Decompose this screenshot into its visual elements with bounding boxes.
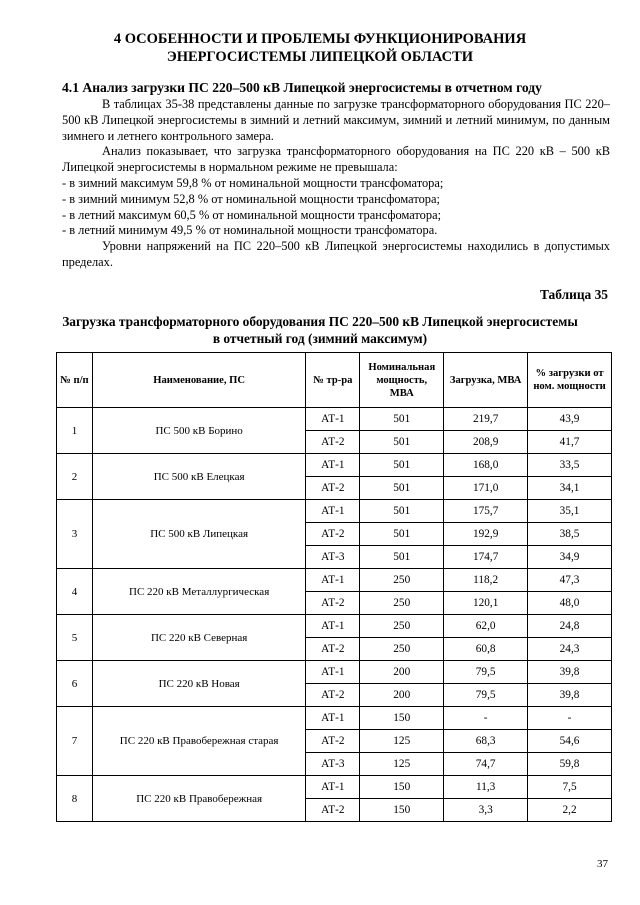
cell-num: 4 [57,569,93,615]
cell-load: 74,7 [444,753,528,776]
cell-tr: АТ-1 [306,408,360,431]
cell-load: 68,3 [444,730,528,753]
col-header-transformer: № тр-ра [306,353,360,408]
cell-pct: 2,2 [528,799,612,822]
cell-tr: АТ-1 [306,500,360,523]
cell-nominal: 125 [360,753,444,776]
table-title-line-2: в отчетный год (зимний максимум) [212,331,428,346]
cell-nominal: 501 [360,454,444,477]
cell-tr: АТ-2 [306,799,360,822]
cell-nominal: 150 [360,799,444,822]
cell-nominal: 250 [360,638,444,661]
cell-tr: АТ-2 [306,730,360,753]
cell-load: 171,0 [444,477,528,500]
chapter-heading [40,30,600,66]
cell-num: 5 [57,615,93,661]
cell-nominal: 150 [360,776,444,799]
cell-load: 3,3 [444,799,528,822]
cell-nominal: 250 [360,569,444,592]
table-row [57,707,612,730]
cell-num: 6 [57,661,93,707]
cell-substation-name: ПС 220 кВ Правобережная старая [92,707,305,776]
list-item: - в летний минимум 49,5 % от номинальной мощности трансфоматора. [62,223,438,238]
cell-substation-name: ПС 500 кВ Липецкая [92,500,305,569]
cell-pct: 41,7 [528,431,612,454]
cell-pct: 39,8 [528,661,612,684]
cell-num: 3 [57,500,93,569]
cell-tr: АТ-2 [306,592,360,615]
table-title [40,313,600,347]
cell-pct: 34,1 [528,477,612,500]
cell-num: 8 [57,776,93,822]
cell-num: 2 [57,454,93,500]
cell-tr: АТ-1 [306,776,360,799]
cell-pct: 39,8 [528,684,612,707]
cell-tr: АТ-1 [306,661,360,684]
paragraph-intro: В таблицах 35-38 представлены данные по загрузке трансформаторного оборудования ПС 220–500 кВ Липецкой энергосистемы в зимний и летний максимум, зимний и летний минимум, по данным зимнего и летнего контрольного замера. [62,97,610,143]
cell-substation-name: ПС 220 кВ Новая [92,661,305,707]
cell-tr: АТ-2 [306,523,360,546]
cell-nominal: 250 [360,592,444,615]
cell-load: 11,3 [444,776,528,799]
cell-nominal: 200 [360,661,444,684]
cell-load: 208,9 [444,431,528,454]
page-number: 37 [597,858,608,870]
cell-tr: АТ-1 [306,615,360,638]
col-header-load: Загрузка, МВА [444,353,528,408]
table-row [57,569,612,592]
table-row [57,408,612,431]
cell-nominal: 501 [360,500,444,523]
cell-pct: 24,8 [528,615,612,638]
cell-load: 62,0 [444,615,528,638]
list-item: - в зимний минимум 52,8 % от номинальной мощности трансфоматора; [62,191,440,206]
cell-nominal: 150 [360,707,444,730]
cell-pct: 48,0 [528,592,612,615]
cell-tr: АТ-2 [306,431,360,454]
cell-nominal: 501 [360,523,444,546]
cell-load: 175,7 [444,500,528,523]
table-body [57,408,612,822]
paragraph-analysis: Анализ показывает, что загрузка трансформаторного оборудования на ПС 220 кВ – 500 кВ Липецкой энергосистемы в нормальном режиме не превышала: [62,144,610,175]
cell-tr: АТ-3 [306,753,360,776]
cell-tr: АТ-3 [306,546,360,569]
table-row [57,615,612,638]
cell-pct: 47,3 [528,569,612,592]
cell-nominal: 125 [360,730,444,753]
cell-nominal: 200 [360,684,444,707]
table-row [57,661,612,684]
cell-substation-name: ПС 500 кВ Борино [92,408,305,454]
col-header-percent: % загрузки от ном. мощности [528,353,612,408]
cell-nominal: 501 [360,546,444,569]
chapter-heading-line-2: ЭНЕРГОСИСТЕМЫ ЛИПЕЦКОЙ ОБЛАСТИ [166,49,474,65]
col-header-nominal: Номинальная мощность, МВА [360,353,444,408]
cell-load: 168,0 [444,454,528,477]
cell-pct: 7,5 [528,776,612,799]
cell-tr: АТ-2 [306,638,360,661]
cell-pct: 35,1 [528,500,612,523]
cell-pct: 24,3 [528,638,612,661]
cell-num: 7 [57,707,93,776]
cell-tr: АТ-1 [306,569,360,592]
section-title: 4.1 Анализ загрузки ПС 220–500 кВ Липецкой энергосистемы в отчетном году [62,80,542,95]
cell-tr: АТ-2 [306,684,360,707]
cell-load: 219,7 [444,408,528,431]
cell-pct: 54,6 [528,730,612,753]
cell-pct: 43,9 [528,408,612,431]
cell-nominal: 250 [360,615,444,638]
cell-tr: АТ-1 [306,707,360,730]
cell-nominal: 501 [360,408,444,431]
cell-load: 120,1 [444,592,528,615]
list-item: - в зимний максимум 59,8 % от номинальной мощности трансфоматора; [62,175,444,190]
cell-pct: 59,8 [528,753,612,776]
cell-load: 79,5 [444,684,528,707]
table-row [57,500,612,523]
cell-tr: АТ-2 [306,477,360,500]
col-header-name: Наименование, ПС [92,353,305,408]
cell-pct: - [528,707,612,730]
cell-pct: 33,5 [528,454,612,477]
load-table [56,352,612,822]
body-text [62,97,610,271]
cell-nominal: 501 [360,477,444,500]
cell-substation-name: ПС 220 кВ Металлургическая [92,569,305,615]
cell-load: 79,5 [444,661,528,684]
cell-load: - [444,707,528,730]
cell-substation-name: ПС 500 кВ Елецкая [92,454,305,500]
cell-load: 192,9 [444,523,528,546]
cell-substation-name: ПС 220 кВ Северная [92,615,305,661]
cell-load: 174,7 [444,546,528,569]
cell-load: 60,8 [444,638,528,661]
table-header-row [57,353,612,408]
table-row [57,454,612,477]
cell-pct: 34,9 [528,546,612,569]
cell-substation-name: ПС 220 кВ Правобережная [92,776,305,822]
cell-nominal: 501 [360,431,444,454]
table-number: Таблица 35 [539,287,608,302]
list-item: - в летний максимум 60,5 % от номинальной мощности трансфоматора; [62,207,442,222]
cell-tr: АТ-1 [306,454,360,477]
col-header-num: № п/п [57,353,93,408]
paragraph-voltage: Уровни напряжений на ПС 220–500 кВ Липецкой энергосистемы находились в допустимых пределах. [62,239,610,269]
cell-num: 1 [57,408,93,454]
chapter-heading-line-1: 4 ОСОБЕННОСТИ И ПРОБЛЕМЫ ФУНКЦИОНИРОВАНИЯ [113,31,527,47]
cell-load: 118,2 [444,569,528,592]
table-title-line-1: Загрузка трансформаторного оборудования ПС 220–500 кВ Липецкой энергосистемы [62,314,578,329]
table-row [57,776,612,799]
cell-pct: 38,5 [528,523,612,546]
